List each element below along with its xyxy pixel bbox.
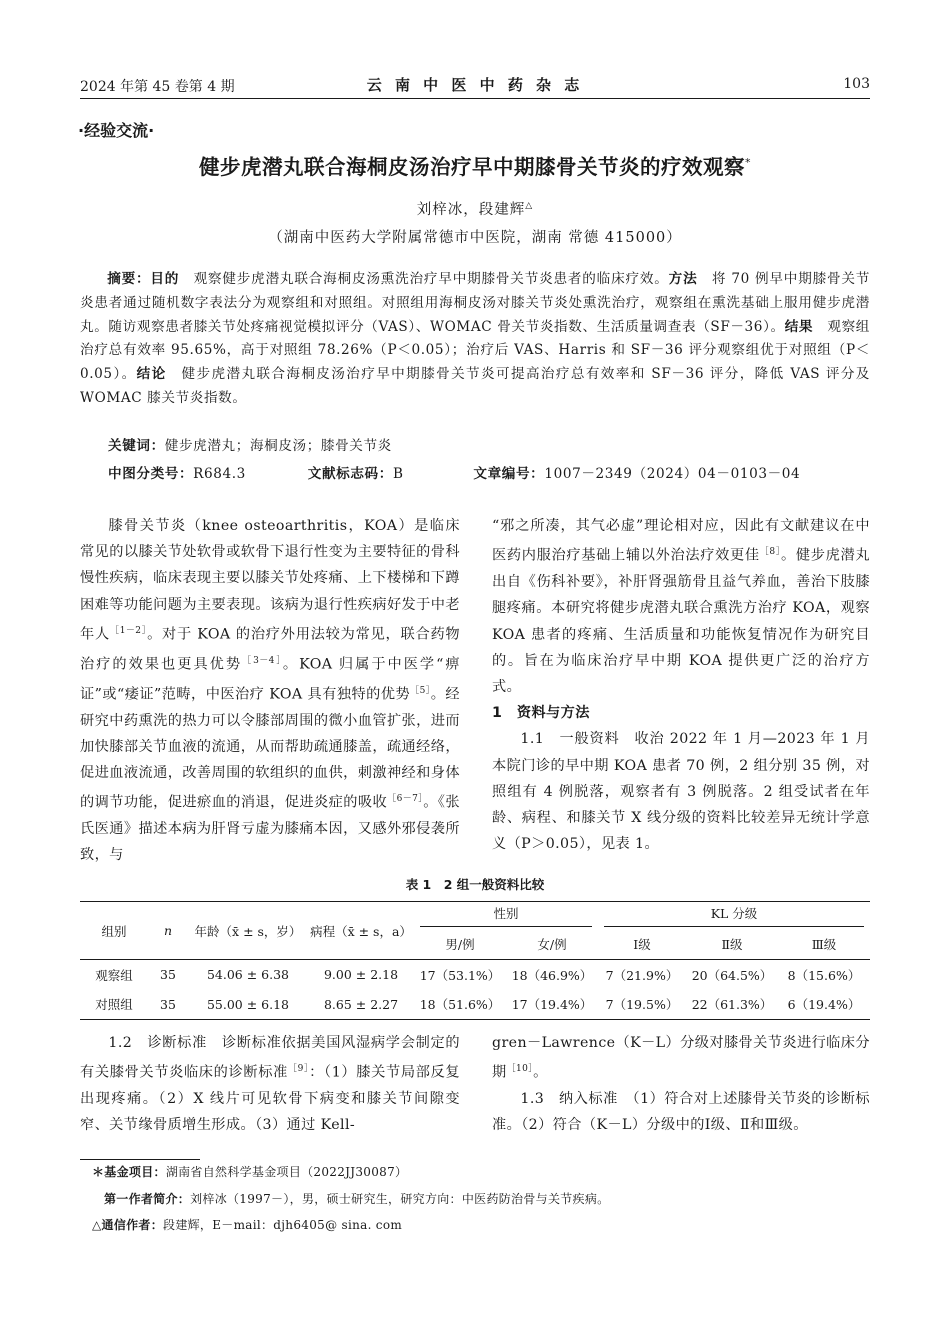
table-caption: 表 1 2 组一般资料比较: [405, 877, 545, 892]
first-author-label: 第一作者简介：: [104, 1192, 191, 1206]
citation-4: ［6－7］: [387, 794, 424, 805]
article-number-value: 1007－2349（2024）04－0103－04: [544, 466, 801, 482]
method-text: 将 70 例早中期膝骨关节炎患者通过随机数字表法分为观察组和对照组。对照组用海桐皮汤对膝关节炎处熏洗治疗，观察组在熏洗基础上服用健步虎潜丸。随访观察患者膝关节处疼痛视觉模拟评分（VAS）、WOMAC 骨关节炎指数、生活质量调查表（SF－36）。: [80, 271, 870, 335]
citation-5: ［8］: [759, 547, 782, 558]
doc-code-value: B: [392, 466, 404, 482]
table-cell: 7（21.9%）: [605, 967, 679, 983]
first-author-text: 刘梓冰（1997－），男，硕士研究生，研究方向：中医药防治骨与关节疾病。: [190, 1192, 610, 1206]
citation-7: ［10］: [506, 1064, 534, 1075]
header-age: 年龄（x̄ ± s，岁）: [188, 902, 308, 960]
intro-paragraph: [80, 513, 460, 869]
lower-column-left: [80, 1030, 460, 1139]
section-1-3-label: 1.3 纳入标准: [520, 1091, 618, 1108]
body-column-left: [80, 513, 460, 869]
intro-text-3: 。KOA 归属于中医学“痹证”或“痿证”范畴，中医治疗 KOA 具有独特的优势: [80, 656, 460, 703]
section-1-1: [492, 726, 870, 857]
section-1-1-text: 收治 2022 年 1 月—2023 年 1 月本院门诊的早中期 KOA 患者 70 例，2 组分别 35 例，对照组有 4 例脱落，观察者有 3 例脱落。2 组受试者在年龄、病程、和膝关节 X 线分级的资料比较差异无统计学意义（P＞0.05），见表 1。: [492, 731, 871, 853]
header-kl-label: KL 分级: [604, 904, 864, 927]
keywords-label: 关键词：: [108, 438, 165, 454]
footnote-corresponding: [92, 1216, 402, 1233]
citation-1: ［1－2］: [109, 625, 148, 636]
header-n: n: [148, 902, 188, 960]
table-cell: 18（51.6%）: [414, 990, 506, 1020]
classification-line: [108, 462, 868, 482]
footnote-divider: [80, 1159, 200, 1160]
section-1-1-label: 1.1 一般资料: [520, 731, 620, 748]
result-label: 结果: [784, 318, 814, 335]
method-label: 方法: [668, 271, 698, 287]
table-cell: 18（46.9%）: [511, 967, 593, 983]
table-cell: 观察组: [95, 967, 133, 983]
section-1-3-text: （1）符合对上述膝骨关节炎的诊断标准。（2）符合（K－L）分级中的Ⅰ级、Ⅱ和Ⅲ级。: [492, 1091, 870, 1134]
header-male: 男/例: [414, 930, 506, 960]
table-cell: 6（19.4%）: [778, 990, 870, 1020]
table-cell: 17（19.4%）: [506, 990, 598, 1020]
intro-text-1: 膝骨关节炎（knee osteoarthritis，KOA）是临床常见的以膝关节处软骨或软骨下退行性变为主要特征的骨科慢性疾病，临床表现主要以膝关节处疼痛、上下楼梯和下蹲困难等功能问题为主要表现。该病为退行性疾病好发于中老年人: [80, 518, 460, 643]
section-1-2-text-4: 。: [533, 1064, 548, 1081]
corresponding-mark: △: [525, 201, 534, 212]
article-title: [80, 150, 870, 180]
intro-continued: [492, 513, 870, 700]
table-cell: 20（64.5%）: [691, 967, 773, 983]
result-text: 观察组治疗总有效率 95.65%，高于对照组 78.26%（P＜0.05）；治疗后 VAS、Harris 和 SF－36 评分观察组优于对照组（P＜0.05）。: [80, 318, 870, 383]
intro-text-6: “邪之所凑，其气必虚”理论相对应，因此有文献建议在中医药内服治疗基础上辅以外治法疗效更佳: [492, 518, 870, 564]
table-cell: 35: [148, 990, 188, 1020]
header-kl2: Ⅱ级: [686, 930, 778, 960]
corresponding-text: 段建辉，E－mail：djh6405@ sina. com: [163, 1218, 403, 1232]
title-text: 健步虎潜丸联合海桐皮汤治疗早中期膝骨关节炎的疗效观察: [199, 155, 745, 179]
section-1-2-text-2: ：（1）膝关节局部反复出现疼痛。（2）X 线片可见软骨下病变和膝关节间隙变窄、关节缘骨质增生形成。（3）通过 Kell-: [80, 1064, 460, 1134]
table-row: [80, 960, 870, 990]
doc-code-label: 文献标志码：: [307, 466, 393, 482]
clc-value: R684.3: [193, 466, 246, 482]
section-1-2-label: 1.2 诊断标准: [108, 1035, 207, 1051]
section-1-2-text-1: 诊断标准依据美国风湿病学会制定的有关膝骨关节炎临床的诊断标准: [80, 1035, 461, 1081]
table-row: [80, 990, 870, 1020]
objective-text: 观察健步虎潜丸联合海桐皮汤熏洗治疗早中期膝骨关节炎患者的临床疗效。: [193, 271, 669, 287]
keywords-line: [108, 434, 392, 454]
title-footnote-mark: *: [745, 156, 751, 170]
intro-text-5: 。《张氏医通》描述本病为肝肾亏虚为膝痛本因，又感外邪侵袭所致，与: [80, 794, 460, 864]
table-cell: 22（61.3%）: [686, 990, 778, 1020]
intro-text-2: 。对于 KOA 的治疗外用法较为常见，联合药物治疗的效果也更具优势: [80, 626, 461, 673]
intro-text-4: 。经研究中药熏洗的热力可以令膝部周围的微小血管扩张，进而加快膝部关节血液的流通，从而帮助疏通膝盖，疏通经络，促进血液流通，改善周围的软组织的血供，刺激神经和身体的调节功能，促进瘀血的消退，促进炎症的吸收: [80, 686, 460, 811]
table-cell: 9.00 ± 2.18: [323, 967, 399, 983]
issue-info: 2024 年第 45 卷第 4 期: [80, 79, 235, 95]
section-1-2-text-3: gren－Lawrence（K－L）分级对膝骨关节炎进行临床分期: [492, 1035, 870, 1081]
objective-label: 目的: [150, 271, 180, 287]
citation-3: ［5］: [410, 685, 431, 696]
table-cell: 54.06 ± 6.38: [206, 967, 290, 983]
section-heading-1: 1 资料与方法: [492, 705, 590, 722]
fund-label: ＊基金项目：: [92, 1165, 166, 1179]
lower-column-right: [492, 1030, 870, 1139]
footnote-fund: [92, 1163, 407, 1180]
header-duration: 病程（x̄ ± s，a）: [308, 902, 414, 960]
table-cell: 55.00 ± 6.18: [188, 990, 308, 1020]
section-1-3: [492, 1086, 870, 1138]
intro-text-7: 。健步虎潜丸出自《伤科补要》，补肝肾强筋骨且益气养血，善治下肢膝腿疼痛。本研究将健步虎潜丸联合熏洗方治疗 KOA，观察 KOA 患者的疼痛、生活质量和功能恢复情况作为研究目的。旨在为临床治疗早中期 KOA 提供更广泛的治疗方式。: [492, 547, 871, 695]
running-head: [80, 74, 870, 99]
citation-6: ［9］: [287, 1064, 310, 1075]
header-kl3: Ⅲ级: [778, 930, 870, 960]
table-cell: 8（15.6%）: [787, 967, 861, 983]
header-kl1: Ⅰ级: [598, 930, 686, 960]
affiliation: （湖南中医药大学附属常德市中医院，湖南 常德 415000）: [268, 230, 682, 246]
clc-label: 中图分类号：: [108, 466, 194, 482]
table-cell: 8.65 ± 2.27: [308, 990, 414, 1020]
body-column-right: [492, 513, 870, 857]
authors-text: 刘梓冰，段建辉: [416, 202, 526, 218]
header-sex-label: 性别: [420, 904, 592, 927]
keywords-value: 健步虎潜丸；海桐皮汤；膝骨关节炎: [164, 438, 392, 454]
abstract: [80, 268, 870, 411]
footnote-first-author: [104, 1190, 609, 1207]
author-list: [80, 198, 870, 219]
abstract-label: 摘要：: [107, 271, 151, 287]
conclusion-text: 健步虎潜丸联合海桐皮汤治疗早中期膝骨关节炎可提高治疗总有效率和 SF－36 评分，降低 VAS 评分及 WOMAC 膝关节炎指数。: [80, 366, 871, 406]
column-label: ·经验交流·: [78, 121, 155, 140]
page-number: 103: [843, 76, 870, 92]
header-sex: [414, 902, 598, 930]
journal-name: 云 南 中 医 中 药 杂 志: [366, 76, 584, 94]
section-1-2-continued: [492, 1030, 870, 1086]
table-cell: 35: [160, 967, 176, 983]
article-number-label: 文章编号：: [473, 466, 545, 482]
section-1-2: [80, 1030, 460, 1139]
fund-text: 湖南省自然科学基金项目（2022JJ30087）: [165, 1165, 408, 1179]
header-kl: [598, 902, 870, 930]
corresponding-label: △通信作者：: [92, 1218, 164, 1232]
conclusion-label: 结论: [136, 366, 167, 383]
table-cell: 17（53.1%）: [419, 967, 501, 983]
citation-2: ［3－4］: [242, 655, 283, 666]
table-cell: 对照组: [80, 990, 148, 1020]
baseline-table: [80, 901, 870, 1020]
table-cell: 7（19.5%）: [598, 990, 686, 1020]
header-female: 女/例: [506, 930, 598, 960]
header-group: 组别: [80, 902, 148, 960]
